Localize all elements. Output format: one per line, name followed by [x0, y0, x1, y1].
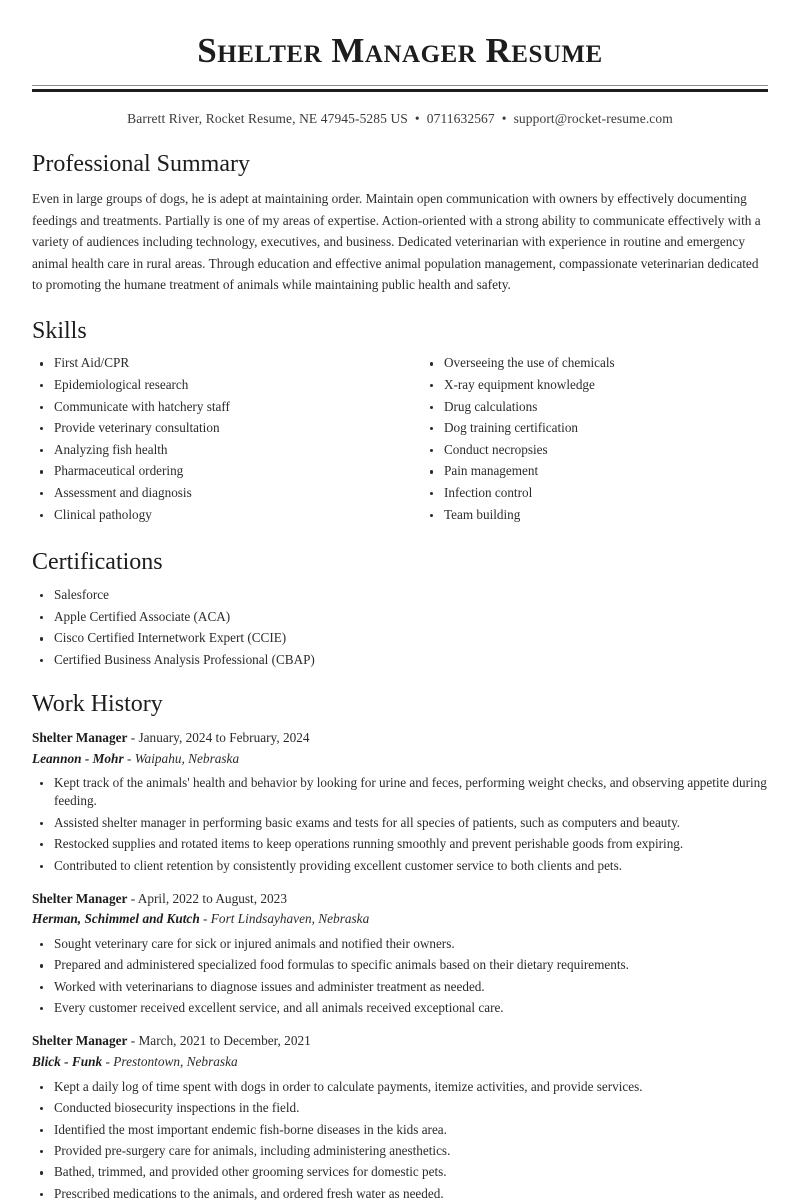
- job-title: Shelter Manager: [32, 1033, 128, 1049]
- contact-separator-1: •: [414, 111, 420, 127]
- job-location: Waipahu, Nebraska: [134, 750, 240, 766]
- job-responsibilities-list: [32, 935, 768, 1017]
- list-item: Assessment and diagnosis: [32, 484, 400, 502]
- section-heading-certifications: Certifications: [32, 549, 163, 576]
- list-item: Clinical pathology: [32, 506, 400, 524]
- job-company-line: [32, 749, 768, 770]
- job-company: Blick - Funk: [32, 1054, 103, 1070]
- job-responsibilities-list: [32, 774, 768, 875]
- list-item: Pain management: [422, 462, 768, 480]
- list-item: Epidemiological research: [32, 376, 400, 394]
- list-item: Infection control: [422, 484, 768, 502]
- job-company: Leannon - Mohr: [32, 750, 124, 766]
- header-divider: [32, 85, 768, 92]
- list-item: Prepared and administered specialized food formulas to specific animals based on their dietary requirements.: [32, 956, 768, 974]
- job-title-line: [32, 1031, 768, 1052]
- divider-thick-line: [32, 89, 768, 92]
- contact-info: [32, 110, 768, 129]
- list-item: Pharmaceutical ordering: [32, 462, 400, 480]
- list-item: Conducted biosecurity inspections in the field.: [32, 1099, 768, 1117]
- work-history-entry: [32, 728, 768, 875]
- certifications-list: [32, 586, 768, 669]
- job-title-line: [32, 728, 768, 749]
- list-item: Apple Certified Associate (ACA): [32, 608, 768, 626]
- job-company-line: [32, 1052, 768, 1073]
- skills-list-left: [32, 354, 400, 523]
- job-title: Shelter Manager: [32, 729, 128, 745]
- list-item: Provided pre-surgery care for animals, including administering anesthetics.: [32, 1142, 768, 1160]
- list-item: X-ray equipment knowledge: [422, 376, 768, 394]
- job-separator: -: [127, 890, 138, 906]
- contact-phone: 0711632567: [426, 111, 495, 127]
- section-work-history: [32, 690, 768, 1203]
- list-item: Kept track of the animals' health and behavior by looking for urine and feces, performing weight checks, and observing appetite during feeding.: [32, 774, 768, 810]
- list-item: Cisco Certified Internetwork Expert (CCIE): [32, 629, 768, 647]
- section-skills: [32, 317, 768, 528]
- list-item: Restocked supplies and rotated items to keep operations running smoothly and prevent perishable goods from expiring.: [32, 835, 768, 853]
- job-responsibilities-list: [32, 1078, 768, 1203]
- job-separator: -: [199, 911, 211, 927]
- list-item: Provide veterinary consultation: [32, 419, 400, 437]
- section-heading-skills: Skills: [32, 317, 87, 344]
- list-item: Identified the most important endemic fish-borne diseases in the kids area.: [32, 1121, 768, 1139]
- list-item: Sought veterinary care for sick or injured animals and notified their owners.: [32, 935, 768, 953]
- work-history-list: [32, 728, 768, 1203]
- list-item: Contributed to client retention by consistently providing excellent customer service to both clients and pets.: [32, 857, 768, 875]
- contact-address: Barrett River, Rocket Resume, NE 47945-5285 US: [127, 111, 408, 127]
- skills-column-right: [400, 354, 768, 527]
- list-item: Salesforce: [32, 586, 768, 604]
- job-separator: -: [102, 1054, 114, 1070]
- job-company: Herman, Schimmel and Kutch: [32, 911, 200, 927]
- skills-column-left: [32, 354, 400, 527]
- job-dates: January, 2024 to February, 2024: [138, 729, 310, 745]
- list-item: Conduct necropsies: [422, 441, 768, 459]
- job-separator: -: [127, 729, 139, 745]
- job-location: Prestontown, Nebraska: [113, 1054, 238, 1070]
- list-item: Prescribed medications to the animals, and ordered fresh water as needed.: [32, 1185, 768, 1203]
- skills-list-right: [422, 354, 768, 523]
- list-item: Every customer received excellent service, and all animals received exceptional care.: [32, 999, 768, 1017]
- work-history-entry: [32, 1031, 768, 1202]
- job-location: Fort Lindsayhaven, Nebraska: [210, 911, 370, 927]
- summary-body: Even in large groups of dogs, he is adept at maintaining order. Maintain open communication with owners by effectively documenting feedings and treatments. Partially is one of my areas of expertise. Action-oriented with a strong ability to communicate effectively with a variety of audiences including technology, executives, and business. Dedicated veterinarian with experience in routine and emergency animal health care in rural areas. Through education and effective animal population management, compassionate veterinarian dedicated to promoting the humane treatment of animals while maintaining public health and safety.: [32, 190, 761, 293]
- job-title: Shelter Manager: [32, 890, 128, 906]
- list-item: Analyzing fish health: [32, 441, 400, 459]
- section-professional-summary: [32, 150, 768, 295]
- job-separator: -: [123, 750, 135, 766]
- section-heading-work-history: Work History: [32, 691, 163, 718]
- job-separator: -: [127, 1033, 139, 1049]
- list-item: First Aid/CPR: [32, 354, 400, 372]
- list-item: Kept a daily log of time spent with dogs in order to calculate payments, itemize activities, and provide services.: [32, 1078, 768, 1096]
- list-item: Bathed, trimmed, and provided other grooming services for domestic pets.: [32, 1163, 768, 1181]
- contact-separator-2: •: [501, 111, 507, 127]
- contact-email[interactable]: support@rocket-resume.com: [513, 111, 673, 127]
- skills-columns: [32, 354, 768, 527]
- job-title-line: [32, 889, 768, 910]
- list-item: Certified Business Analysis Professional (CBAP): [32, 651, 768, 669]
- list-item: Worked with veterinarians to diagnose issues and administer treatment as needed.: [32, 978, 768, 996]
- page-title: Shelter Manager Resume: [197, 31, 603, 70]
- work-history-entry: [32, 889, 768, 1018]
- job-company-line: [32, 909, 768, 930]
- list-item: Drug calculations: [422, 398, 768, 416]
- job-dates: April, 2022 to August, 2023: [137, 890, 287, 906]
- list-item: Assisted shelter manager in performing basic exams and tests for all species of patients, such as computers and beauty.: [32, 814, 768, 832]
- list-item: Dog training certification: [422, 419, 768, 437]
- list-item: Overseeing the use of chemicals: [422, 354, 768, 372]
- list-item: Team building: [422, 506, 768, 524]
- section-certifications: [32, 548, 768, 669]
- job-dates: March, 2021 to December, 2021: [138, 1033, 311, 1049]
- section-heading-summary: Professional Summary: [32, 151, 250, 178]
- list-item: Communicate with hatchery staff: [32, 398, 400, 416]
